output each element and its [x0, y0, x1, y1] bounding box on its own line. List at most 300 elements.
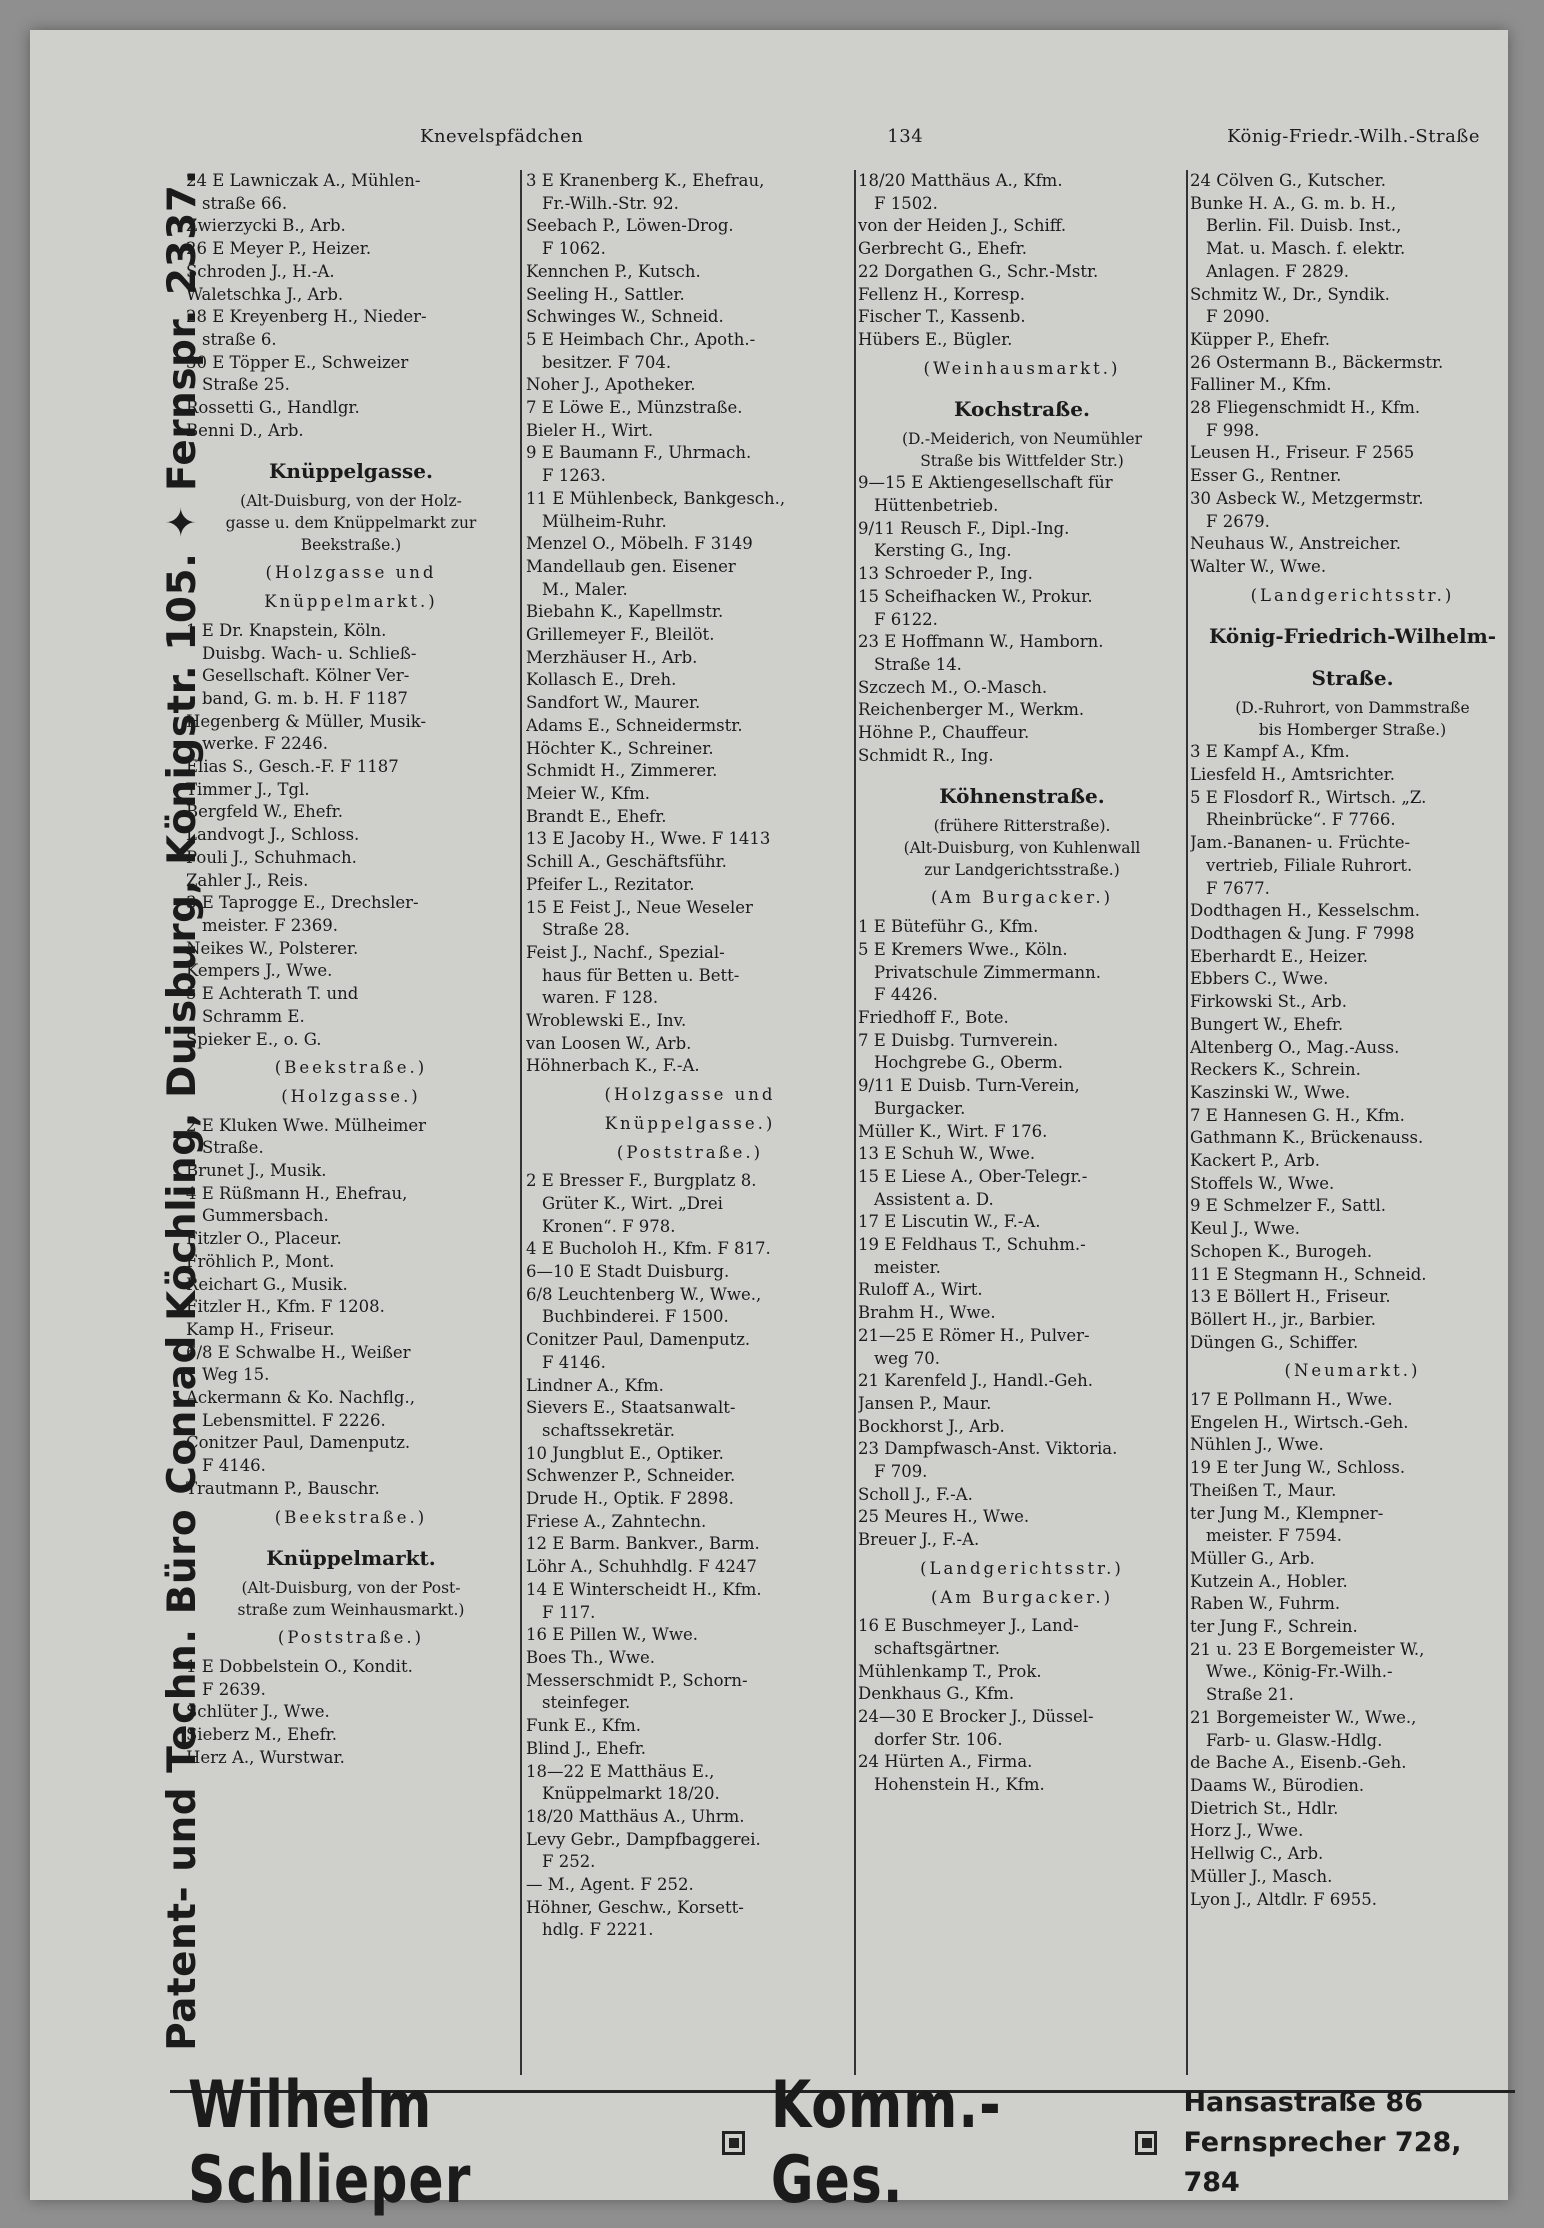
- directory-entry: Esser G., Rentner.: [1190, 466, 1342, 486]
- entry-continuation: Kronen“. F 978.: [542, 1216, 676, 1236]
- directory-entry: Sieberz M., Ehefr.: [186, 1725, 337, 1745]
- directory-entry: 23 Dampfwasch-Anst. Viktoria.: [858, 1439, 1118, 1459]
- directory-entry: Sievers E., Staatsanwalt-: [526, 1398, 736, 1418]
- entry-continuation: Gummersbach.: [202, 1206, 329, 1226]
- directory-entry: Fischer T., Kassenb.: [858, 307, 1026, 327]
- directory-entry: 17 E Pollmann H., Wwe.: [1190, 1390, 1393, 1410]
- column-3: [858, 170, 1186, 2080]
- entry-continuation: F 1502.: [874, 193, 938, 213]
- entry-continuation: F 117.: [542, 1602, 596, 1622]
- page-number: 134: [887, 126, 924, 147]
- directory-entry: Biebahn K., Kapellmstr.: [526, 602, 724, 622]
- street-note: zur Landgerichtsstraße.): [924, 861, 1120, 880]
- directory-entry: von der Heiden J., Schiff.: [858, 216, 1067, 236]
- entry-continuation: F 2679.: [1206, 511, 1270, 531]
- directory-entry: 13 Schroeder P., Ing.: [858, 564, 1033, 584]
- directory-entry: 28 E Kreyenberg H., Nieder-: [186, 307, 427, 327]
- directory-entry: van Loosen W., Arb.: [526, 1033, 692, 1053]
- column-divider: [854, 170, 856, 2075]
- entry-continuation: Rheinbrücke“. F 7766.: [1206, 810, 1396, 830]
- directory-entry: Böllert H., jr., Barbier.: [1190, 1309, 1376, 1329]
- entry-continuation: M., Maler.: [542, 579, 628, 599]
- entry-continuation: F 4426.: [874, 985, 938, 1005]
- cross-street: (Holzgasse und: [265, 563, 437, 583]
- directory-entry: Bieler H., Wirt.: [526, 420, 654, 440]
- directory-entry: Fröhlich P., Mont.: [186, 1251, 335, 1271]
- entry-continuation: waren. F 128.: [542, 988, 659, 1008]
- directory-entry: 24 E Lawniczak A., Mühlen-: [186, 171, 421, 190]
- street-heading: Kochstraße.: [954, 397, 1090, 422]
- directory-entry: Trautmann P., Bauschr.: [186, 1478, 380, 1498]
- entry-continuation: straße 6.: [202, 329, 277, 349]
- street-note: (D.-Meiderich, von Neumühler: [902, 430, 1142, 449]
- directory-entry: Landvogt J., Schloss.: [186, 825, 360, 845]
- directory-entry: 7 E Hannesen G. H., Kfm.: [1190, 1105, 1405, 1125]
- directory-entry: Höhner, Geschw., Korsett-: [526, 1897, 744, 1917]
- directory-entry: 25 Meures H., Wwe.: [858, 1507, 1030, 1527]
- directory-entry: 23 E Hoffmann W., Hamborn.: [858, 632, 1104, 652]
- entry-continuation: Grüter K., Wirt. „Drei: [542, 1193, 723, 1213]
- directory-entry: Reckers K., Schrein.: [1190, 1060, 1361, 1080]
- cross-street: (Neumarkt.): [1284, 1361, 1421, 1381]
- entry-continuation: Straße 21.: [1206, 1685, 1294, 1705]
- directory-entry: 21 Borgemeister W., Wwe.,: [1190, 1707, 1417, 1727]
- entry-continuation: Burgacker.: [874, 1098, 966, 1118]
- directory-entry: Merzhäuser H., Arb.: [526, 647, 698, 667]
- cross-street: (Holzgasse und: [604, 1085, 776, 1105]
- directory-entry: 9—15 E Aktiengesellschaft für: [858, 473, 1113, 493]
- directory-entry: Adams E., Schneidermstr.: [526, 715, 743, 735]
- entry-continuation: F 998.: [1206, 420, 1260, 440]
- directory-entry: Zwierzycki B., Arb.: [186, 216, 346, 236]
- directory-entry: Scholl J., F.-A.: [858, 1484, 973, 1504]
- entry-continuation: weg 70.: [874, 1348, 940, 1368]
- directory-entry: 30 Asbeck W., Metzgermstr.: [1190, 488, 1424, 508]
- directory-entry: Löhr A., Schuhhdlg. F 4247: [526, 1557, 757, 1577]
- street-heading: Knüppelmarkt.: [266, 1546, 436, 1571]
- directory-entry: 7 E Duisbg. Turnverein.: [858, 1030, 1059, 1050]
- directory-entry: Fitzler H., Kfm. F 1208.: [186, 1297, 385, 1317]
- entry-continuation: meister. F 7594.: [1206, 1526, 1343, 1546]
- cross-street: (Beekstraße.): [274, 1058, 428, 1078]
- directory-entry: 18/20 Matthäus A., Uhrm.: [526, 1806, 745, 1826]
- directory-entry: de Bache A., Eisenb.-Geh.: [1190, 1753, 1407, 1773]
- directory-entry: Mandellaub gen. Eisener: [526, 556, 736, 576]
- entry-continuation: vertrieb, Filiale Ruhrort.: [1206, 855, 1413, 875]
- directory-entry: Levy Gebr., Dampfbaggerei.: [526, 1829, 761, 1849]
- directory-entry: 18/20 Matthäus A., Kfm.: [858, 171, 1063, 190]
- directory-entry: Ackermann & Ko. Nachflg.,: [186, 1388, 415, 1408]
- directory-entry: Breuer J., F.-A.: [858, 1530, 980, 1550]
- advertiser-company-form: Komm.-Ges.: [770, 2068, 1002, 2218]
- entry-continuation: Assistent a. D.: [874, 1189, 994, 1209]
- entry-continuation: schaftssekretär.: [542, 1420, 676, 1440]
- directory-entry: Ruloff A., Wirt.: [858, 1280, 983, 1300]
- directory-entry: 3 E Kranenberg K., Ehefrau,: [526, 171, 765, 190]
- entry-continuation: dorfer Str. 106.: [874, 1729, 1003, 1749]
- advertiser-address: Hansastraße 86: [1183, 2087, 1423, 2118]
- directory-entry: 19 E ter Jung W., Schloss.: [1190, 1458, 1406, 1478]
- entry-continuation: straße 66.: [202, 193, 288, 213]
- directory-entry: Liesfeld H., Amtsrichter.: [1190, 765, 1395, 785]
- directory-entry: 14 E Winterscheidt H., Kfm.: [526, 1579, 762, 1599]
- directory-entry: Blind J., Ehefr.: [526, 1738, 647, 1758]
- directory-entry: 24 Cölven G., Kutscher.: [1190, 171, 1387, 190]
- entry-continuation: Anlagen. F 2829.: [1206, 261, 1350, 281]
- directory-entry: Dietrich St., Hdlr.: [1190, 1798, 1339, 1818]
- directory-entry: Reichart G., Musik.: [186, 1274, 348, 1294]
- directory-entry: Noher J., Apotheker.: [526, 375, 696, 395]
- directory-entry: Zahler J., Reis.: [186, 870, 309, 890]
- directory-entry: 28 Fliegenschmidt H., Kfm.: [1190, 398, 1421, 418]
- directory-entry: 22 Dorgathen G., Schr.-Mstr.: [858, 261, 1099, 281]
- directory-entry: Höhne P., Chauffeur.: [858, 723, 1030, 743]
- directory-entry: Stoffels W., Wwe.: [1190, 1173, 1335, 1193]
- directory-entry: Firkowski St., Arb.: [1190, 992, 1347, 1012]
- directory-entry: 3 E Taprogge E., Drechsler-: [186, 893, 419, 913]
- directory-entry: Bockhorst J., Arb.: [858, 1416, 1005, 1436]
- entry-continuation: F 7677.: [1206, 878, 1270, 898]
- directory-entry: ter Jung F., Schrein.: [1190, 1617, 1358, 1637]
- directory-entry: 16 E Buschmeyer J., Land-: [858, 1616, 1079, 1636]
- square-ornament-icon: [1135, 2131, 1158, 2155]
- directory-entry: 9/11 E Duisb. Turn-Verein,: [858, 1076, 1080, 1096]
- directory-entry: Müller G., Arb.: [1190, 1548, 1315, 1568]
- directory-entry: 2 E Kluken Wwe. Mülheimer: [186, 1115, 426, 1135]
- directory-entry: Altenberg O., Mag.-Auss.: [1190, 1037, 1400, 1057]
- directory-entry: 4 E Rüßmann H., Ehefrau,: [186, 1183, 408, 1203]
- entry-continuation: F 4146.: [542, 1352, 606, 1372]
- entry-continuation: F 1062.: [542, 239, 606, 259]
- directory-entry: 13 E Jacoby H., Wwe. F 1413: [526, 829, 771, 849]
- cross-street: Knüppelgasse.): [604, 1113, 776, 1133]
- directory-entry: 13 E Schuh W., Wwe.: [858, 1144, 1036, 1164]
- directory-entry: 13 E Böllert H., Friseur.: [1190, 1287, 1391, 1307]
- directory-entry: Schmitz W., Dr., Syndik.: [1190, 284, 1390, 304]
- directory-entry: Waletschka J., Arb.: [186, 284, 344, 304]
- directory-entry: 9/11 Reusch F., Dipl.-Ing.: [858, 518, 1070, 538]
- directory-entry: Fitzler O., Placeur.: [186, 1229, 342, 1249]
- directory-entry: 1 E Dr. Knapstein, Köln.: [186, 620, 387, 640]
- directory-entry: 11 E Mühlenbeck, Bankgesch.,: [526, 488, 786, 508]
- directory-entry: Bunke H. A., G. m. b. H.,: [1190, 193, 1397, 213]
- directory-entry: Friese A., Zahntechn.: [526, 1511, 707, 1531]
- entry-continuation: Hohenstein H., Kfm.: [874, 1775, 1045, 1795]
- entry-continuation: Wwe., König-Fr.-Wilh.-: [1206, 1662, 1393, 1682]
- column-4: [1190, 170, 1515, 2080]
- directory-entry: Schmidt H., Zimmerer.: [526, 761, 718, 781]
- directory-entry: 5 E Kremers Wwe., Köln.: [858, 939, 1068, 959]
- street-heading: Straße.: [1311, 666, 1394, 691]
- directory-entry: Bergfeld W., Ehefr.: [186, 802, 343, 822]
- street-note: straße zum Weinhausmarkt.): [237, 1601, 465, 1620]
- directory-entry: 5 E Achterath T. und: [186, 984, 359, 1004]
- entry-continuation: Buchbinderei. F 1500.: [542, 1307, 729, 1327]
- street-heading: König-Friedrich-Wilhelm-: [1208, 624, 1497, 649]
- directory-entry: Falliner M., Kfm.: [1190, 375, 1332, 395]
- directory-entry: Gathmann K., Brückenauss.: [1190, 1128, 1424, 1148]
- street-note: (frühere Ritterstraße).: [933, 817, 1111, 836]
- directory-entry: 15 E Liese A., Ober-Telegr.-: [858, 1166, 1088, 1186]
- directory-entry: — M., Agent. F 252.: [526, 1875, 694, 1895]
- directory-entry: Lindner A., Kfm.: [526, 1375, 664, 1395]
- entry-continuation: band, G. m. b. H. F 1187: [202, 688, 408, 708]
- directory-entry: Reichenberger M., Werkm.: [858, 700, 1085, 720]
- directory-entry: Schroden J., H.-A.: [186, 261, 335, 281]
- directory-entry: 1 E Dobbelstein O., Kondit.: [186, 1656, 413, 1676]
- advertiser-contact: [1183, 2083, 1503, 2203]
- directory-entry: Mühlenkamp T., Prok.: [858, 1661, 1042, 1681]
- advertiser-phone: Fernsprecher 728, 784: [1183, 2127, 1462, 2198]
- running-head: [420, 126, 1480, 156]
- directory-entry: Dodthagen & Jung. F 7998: [1190, 923, 1415, 943]
- directory-entry: Jam.-Bananen- u. Früchte-: [1190, 833, 1411, 853]
- directory-entry: Benni D., Arb.: [186, 420, 304, 440]
- cross-street: Knüppelmarkt.): [264, 592, 438, 612]
- entry-continuation: F 709.: [874, 1462, 928, 1482]
- directory-entry: 6—10 E Stadt Duisburg.: [526, 1262, 730, 1282]
- street-note: (Alt-Duisburg, von der Holz-: [240, 492, 462, 511]
- entry-continuation: F 6122.: [874, 609, 938, 629]
- advertiser-name: Wilhelm Schlieper: [188, 2068, 472, 2218]
- directory-entry: 15 Scheifhacken W., Prokur.: [858, 586, 1093, 606]
- directory-entry: 30 E Töpper E., Schweizer: [186, 352, 409, 372]
- directory-entry: Hegenberg & Müller, Musik-: [186, 711, 427, 731]
- directory-entry: Feist J., Nachf., Spezial-: [526, 942, 725, 962]
- entry-continuation: F 1263.: [542, 466, 606, 486]
- entry-continuation: Weg 15.: [202, 1365, 270, 1385]
- directory-entry: Elias S., Gesch.-F. F 1187: [186, 757, 399, 777]
- entry-continuation: Straße 28.: [542, 920, 630, 940]
- entry-continuation: Schramm E.: [202, 1006, 305, 1026]
- directory-entry: Seeling H., Sattler.: [526, 284, 685, 304]
- street-note: (Alt-Duisburg, von der Post-: [241, 1579, 461, 1598]
- directory-entry: Schill A., Geschäftsführ.: [526, 852, 727, 872]
- directory-entry: Kempers J., Wwe.: [186, 961, 333, 981]
- directory-entry: Schlüter J., Wwe.: [186, 1702, 330, 1722]
- entry-continuation: Straße.: [202, 1138, 264, 1158]
- directory-entry: 18—22 E Matthäus E.,: [526, 1761, 715, 1781]
- cross-street: (Weinhausmarkt.): [923, 358, 1121, 378]
- directory-entry: Hellwig C., Arb.: [1190, 1844, 1324, 1864]
- directory-entry: 16 E Pillen W., Wwe.: [526, 1625, 699, 1645]
- directory-entry: Fellenz H., Korresp.: [858, 284, 1025, 304]
- entry-continuation: steinfeger.: [542, 1693, 631, 1713]
- directory-entry: Kennchen P., Kutsch.: [526, 261, 701, 281]
- directory-entry: ter Jung M., Klempner-: [1190, 1503, 1384, 1523]
- directory-entry: Küpper P., Ehefr.: [1190, 329, 1330, 349]
- directory-entry: Sandfort W., Maurer.: [526, 693, 701, 713]
- directory-entry: Ebbers C., Wwe.: [1190, 969, 1329, 989]
- entry-continuation: F 4146.: [202, 1456, 266, 1476]
- directory-entry: Wroblewski E., Inv.: [526, 1011, 687, 1031]
- directory-entry: Szczech M., O.-Masch.: [858, 677, 1048, 697]
- directory-entry: Kaszinski W., Wwe.: [1190, 1082, 1351, 1102]
- directory-entry: Walter W., Wwe.: [1190, 556, 1327, 576]
- street-note: gasse u. dem Knüppelmarkt zur: [225, 514, 477, 533]
- entry-continuation: Fr.-Wilh.-Str. 92.: [542, 193, 679, 213]
- directory-entry: Rossetti G., Handlgr.: [186, 398, 360, 418]
- cross-street: (Am Burgacker.): [930, 888, 1114, 908]
- directory-entry: Daams W., Bürodien.: [1190, 1776, 1365, 1795]
- directory-entry: Gerbrecht G., Ehefr.: [858, 239, 1027, 259]
- street-note: bis Homberger Straße.): [1258, 721, 1447, 740]
- directory-entry: Denkhaus G., Kfm.: [858, 1684, 1015, 1704]
- directory-entry: Schmidt R., Ing.: [858, 745, 994, 765]
- directory-entry: Kamp H., Friseur.: [186, 1319, 335, 1339]
- directory-entry: 1 E Büteführ G., Kfm.: [858, 917, 1039, 937]
- directory-entry: 9 E Schmelzer F., Sattl.: [1190, 1196, 1387, 1216]
- column-divider: [1186, 170, 1188, 2075]
- directory-entry: 9 E Baumann F., Uhrmach.: [526, 443, 752, 463]
- directory-entry: Herz A., Wurstwar.: [186, 1747, 345, 1767]
- directory-entry: 5 E Flosdorf R., Wirtsch. „Z.: [1190, 787, 1427, 807]
- directory-entry: Grillemeyer F., Bleilöt.: [526, 625, 715, 645]
- directory-entry: Neikes W., Polsterer.: [186, 938, 359, 958]
- entry-continuation: schaftsgärtner.: [874, 1638, 1001, 1658]
- cross-street: (Poststraße.): [277, 1628, 425, 1648]
- entry-continuation: besitzer. F 704.: [542, 352, 672, 372]
- directory-entry: 24 Hürten A., Firma.: [858, 1752, 1033, 1772]
- directory-entry: 26 E Meyer P., Heizer.: [186, 239, 372, 259]
- directory-entry: Düngen G., Schiffer.: [1190, 1332, 1359, 1352]
- cross-street: (Landgerichtsstr.): [920, 1558, 1124, 1578]
- entry-continuation: Knüppelmarkt 18/20.: [542, 1784, 720, 1804]
- directory-entry: Bungert W., Ehefr.: [1190, 1014, 1344, 1034]
- cross-street: (Holzgasse.): [281, 1086, 421, 1106]
- street-note: (D.-Ruhrort, von Dammstraße: [1235, 699, 1470, 718]
- directory-entry: 5 E Heimbach Chr., Apoth.-: [526, 329, 756, 349]
- entry-continuation: werke. F 2246.: [202, 734, 328, 754]
- directory-entry: Brahm H., Wwe.: [858, 1303, 996, 1323]
- directory-entry: Funk E., Kfm.: [526, 1716, 642, 1736]
- directory-entry: Schopen K., Burogeh.: [1190, 1241, 1373, 1261]
- directory-entry: Schwinges W., Schneid.: [526, 307, 724, 327]
- directory-entry: Dodthagen H., Kesselschm.: [1190, 901, 1420, 921]
- directory-entry: Raben W., Fuhrm.: [1190, 1594, 1341, 1614]
- directory-entry: Kackert P., Arb.: [1190, 1151, 1321, 1171]
- directory-entry: Müller K., Wirt. F 176.: [858, 1121, 1048, 1141]
- directory-page: [30, 30, 1508, 2218]
- cross-street: (Landgerichtsstr.): [1250, 585, 1455, 605]
- directory-entry: Nühlen J., Wwe.: [1190, 1435, 1324, 1455]
- column-1: [186, 170, 516, 2080]
- directory-entry: Conitzer Paul, Damenputz.: [186, 1433, 411, 1453]
- entry-continuation: F 2639.: [202, 1679, 266, 1699]
- directory-entry: 26 Ostermann B., Bäckermstr.: [1190, 352, 1444, 372]
- directory-entry: 24—30 E Brocker J., Düssel-: [858, 1707, 1094, 1727]
- entry-continuation: Privatschule Zimmermann.: [874, 962, 1101, 982]
- directory-entry: Pfeifer L., Rezitator.: [526, 874, 695, 894]
- street-heading: Knüppelgasse.: [269, 459, 433, 484]
- directory-entry: Timmer J., Tgl.: [186, 779, 310, 799]
- entry-continuation: Mülheim-Ruhr.: [542, 511, 667, 531]
- directory-entry: 19 E Feldhaus T., Schuhm.-: [858, 1235, 1086, 1255]
- directory-entry: Seebach P., Löwen-Drog.: [526, 216, 734, 236]
- directory-entry: 7 E Löwe E., Münzstraße.: [526, 398, 743, 418]
- entry-continuation: Lebensmittel. F 2226.: [202, 1410, 386, 1430]
- directory-entry: 21 Karenfeld J., Handl.-Geh.: [858, 1371, 1094, 1391]
- directory-entry: Eberhardt E., Heizer.: [1190, 946, 1369, 966]
- directory-entry: Spieker E., o. G.: [186, 1029, 322, 1049]
- bottom-advertisement: [170, 2068, 1515, 2218]
- directory-entry: Conitzer Paul, Damenputz.: [526, 1330, 751, 1350]
- cross-street: (Am Burgacker.): [930, 1587, 1114, 1607]
- directory-entry: Drude H., Optik. F 2898.: [526, 1489, 734, 1509]
- directory-entry: Brandt E., Ehefr.: [526, 806, 667, 826]
- entry-continuation: Hochgrebe G., Oberm.: [874, 1053, 1063, 1073]
- directory-entry: Neuhaus W., Anstreicher.: [1190, 534, 1401, 554]
- header-right-street: König-Friedr.-Wilh.-Straße: [1227, 126, 1480, 147]
- directory-entry: Menzel O., Möbelh. F 3149: [526, 534, 753, 554]
- directory-entry: Höchter K., Schreiner.: [526, 738, 714, 758]
- entry-continuation: Duisbg. Wach- u. Schließ-: [202, 643, 417, 663]
- directory-entry: Jansen P., Maur.: [858, 1393, 992, 1413]
- directory-entry: 15 E Feist J., Neue Weseler: [526, 897, 753, 917]
- directory-entry: 4 E Bucholoh H., Kfm. F 817.: [526, 1239, 771, 1259]
- directory-entry: Pouli J., Schuhmach.: [186, 847, 357, 867]
- entry-continuation: Mat. u. Masch. f. elektr.: [1206, 239, 1406, 259]
- directory-entry: Schwenzer P., Schneider.: [526, 1466, 736, 1486]
- directory-entry: Theißen T., Maur.: [1190, 1480, 1337, 1500]
- directory-entry: Kutzein A., Hobler.: [1190, 1571, 1348, 1591]
- directory-entry: Hübers E., Bügler.: [858, 329, 1013, 349]
- entry-continuation: Gesellschaft. Kölner Ver-: [202, 666, 410, 686]
- entry-continuation: Straße 25.: [202, 375, 290, 395]
- entry-continuation: Kersting G., Ing.: [874, 541, 1012, 561]
- directory-entry: Höhnerbach K., F.-A.: [526, 1056, 700, 1076]
- directory-entry: Engelen H., Wirtsch.-Geh.: [1190, 1412, 1409, 1432]
- directory-entry: Leusen H., Friseur. F 2565: [1190, 443, 1415, 463]
- entry-continuation: Berlin. Fil. Duisb. Inst.,: [1206, 216, 1402, 236]
- directory-entry: 6/8 Leuchtenberg W., Wwe.,: [526, 1284, 762, 1304]
- directory-entry: Meier W., Kfm.: [526, 783, 650, 803]
- column-divider: [520, 170, 522, 2075]
- directory-entry: 6/8 E Schwalbe H., Weißer: [186, 1342, 411, 1362]
- directory-entry: Boes Th., Wwe.: [526, 1648, 655, 1667]
- column-2: [526, 170, 854, 2080]
- cross-street: (Poststraße.): [616, 1142, 764, 1162]
- street-heading: Köhnenstraße.: [939, 784, 1105, 809]
- directory-entry: Lyon J., Altdlr. F 6955.: [1190, 1889, 1378, 1909]
- entry-continuation: F 2090.: [1206, 307, 1270, 327]
- directory-entry: 12 E Barm. Bankver., Barm.: [526, 1534, 760, 1554]
- entry-continuation: F 252.: [542, 1852, 596, 1872]
- street-note: Straße bis Wittfelder Str.): [920, 452, 1124, 471]
- street-note: (Alt-Duisburg, von Kuhlenwall: [903, 839, 1141, 858]
- entry-continuation: meister. F 2369.: [202, 915, 339, 935]
- entry-continuation: Farb- u. Glasw.-Hdlg.: [1206, 1730, 1383, 1750]
- directory-entry: 10 Jungblut E., Optiker.: [526, 1443, 724, 1463]
- cross-street: (Beekstraße.): [274, 1507, 428, 1527]
- directory-entry: 2 E Bresser F., Burgplatz 8.: [526, 1171, 757, 1191]
- directory-entry: Müller J., Masch.: [1190, 1866, 1333, 1886]
- street-note: Beekstraße.): [300, 536, 402, 555]
- square-ornament-icon: [722, 2131, 745, 2155]
- directory-entry: Keul J., Wwe.: [1190, 1219, 1300, 1239]
- directory-entry: Kollasch E., Dreh.: [526, 670, 677, 690]
- directory-entry: Horz J., Wwe.: [1190, 1821, 1304, 1841]
- directory-entry: 21—25 E Römer H., Pulver-: [858, 1325, 1090, 1345]
- directory-entry: Friedhoff F., Bote.: [858, 1007, 1009, 1027]
- entry-continuation: haus für Betten u. Bett-: [542, 965, 740, 985]
- directory-entry: 11 E Stegmann H., Schneid.: [1190, 1264, 1427, 1284]
- entry-continuation: hdlg. F 2221.: [542, 1920, 654, 1940]
- entry-continuation: meister.: [874, 1257, 941, 1277]
- side-advertisement: Patent- und Techn. Büro Conrad Köchling, Duisburg, Königstr. 105. ✦ Fernspr. 2337.: [159, 169, 205, 2051]
- directory-entry: Brunet J., Musik.: [186, 1161, 327, 1181]
- entry-continuation: Hüttenbetrieb.: [874, 496, 999, 516]
